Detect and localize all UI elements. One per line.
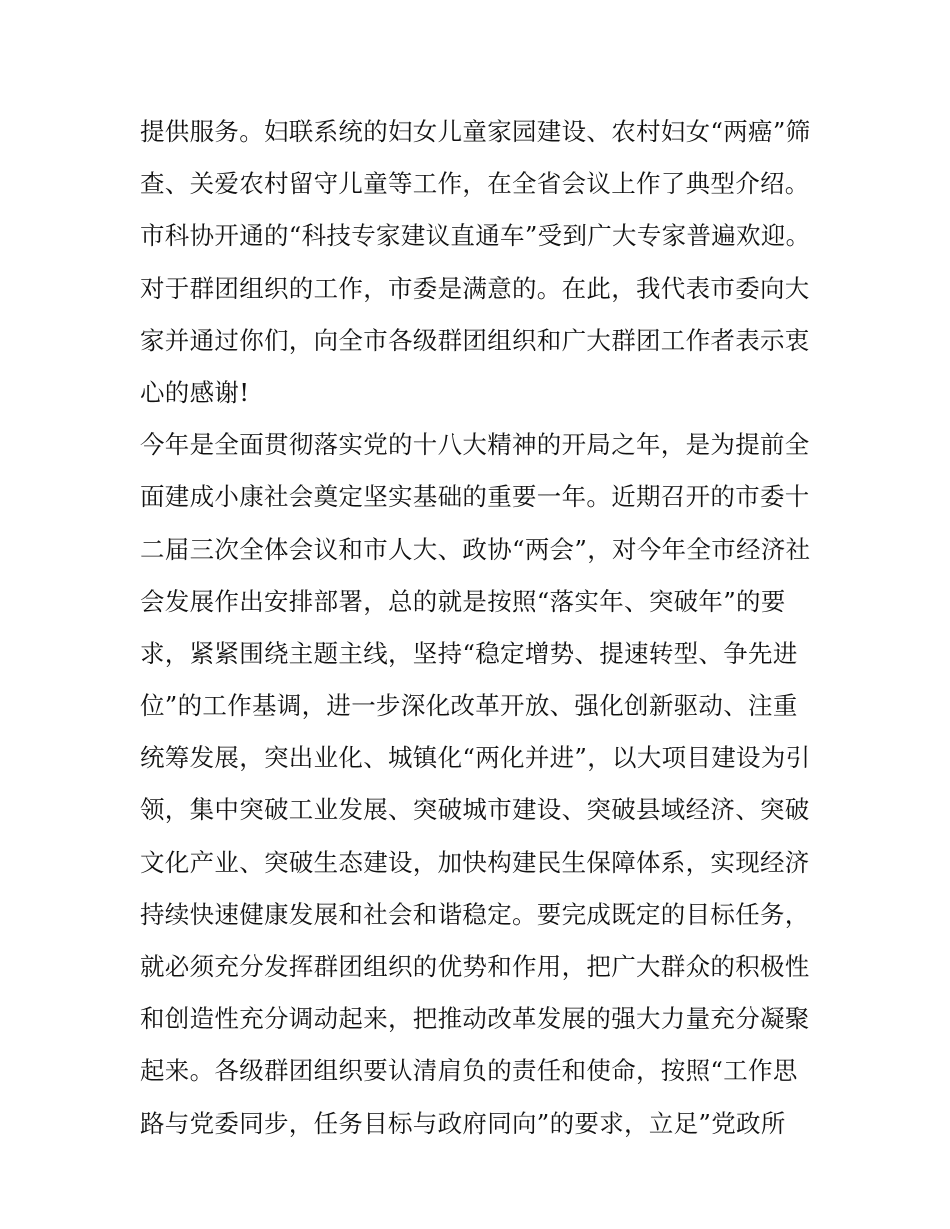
text-line: 对于群团组织的工作，市委是满意的。在此，我代表市委向大 (140, 273, 810, 303)
text-line: 和创造性充分调动起来，把推动改革发展的强大力量充分凝聚 (140, 1004, 810, 1034)
text-line: 路与党委同步，任务目标与政府同向”的要求，立足”党政所 (140, 1108, 786, 1138)
text-line: 求，紧紧围绕主题主线，坚持“稳定增势、提速转型、争先进 (140, 638, 798, 668)
text-line: 今年是全面贯彻落实党的十八大精神的开局之年，是为提前全 (140, 430, 810, 460)
text-line: 心的感谢! (140, 377, 250, 407)
text-line: 面建成小康社会奠定坚实基础的重要一年。近期召开的市委十 (140, 482, 810, 512)
text-line: 位”的工作基调，进一步深化改革开放、强化创新驱动、注重 (140, 691, 798, 721)
text-line: 文化产业、突破生态建设，加快构建民生保障体系，实现经济 (140, 847, 810, 877)
text-line: 起来。各级群团组织要认清肩负的责任和使命，按照“工作思 (140, 1056, 798, 1086)
text-line: 家并通过你们，向全市各级群团组织和广大群团工作者表示衷 (140, 325, 810, 355)
text-line: 市科协开通的“科技专家建议直通车”受到广大专家普遍欢迎。 (140, 221, 811, 251)
text-line: 二届三次全体会议和市人大、政协“两会”，对今年全市经济社 (140, 534, 811, 564)
text-line: 会发展作出安排部署，总的就是按照“落实年、突破年”的要 (140, 586, 786, 616)
text-line: 就必须充分发挥群团组织的优势和作用，把广大群众的积极性 (140, 952, 810, 981)
text-line: 持续快速健康发展和社会和谐稳定。要完成既定的目标任务， (140, 899, 810, 929)
text-line: 统筹发展，突出业化、城镇化“两化并进”，以大项目建设为引 (140, 743, 811, 773)
text-line: 提供服务。妇联系统的妇女儿童家园建设、农村妇女“两癌”筛 (140, 117, 811, 146)
body-text (140, 106, 830, 1150)
text-line: 领，集中突破工业发展、突破城市建设、突破县域经济、突破 (140, 795, 810, 825)
text-line: 查、关爱农村留守儿童等工作，在全省会议上作了典型介绍。 (140, 169, 810, 199)
